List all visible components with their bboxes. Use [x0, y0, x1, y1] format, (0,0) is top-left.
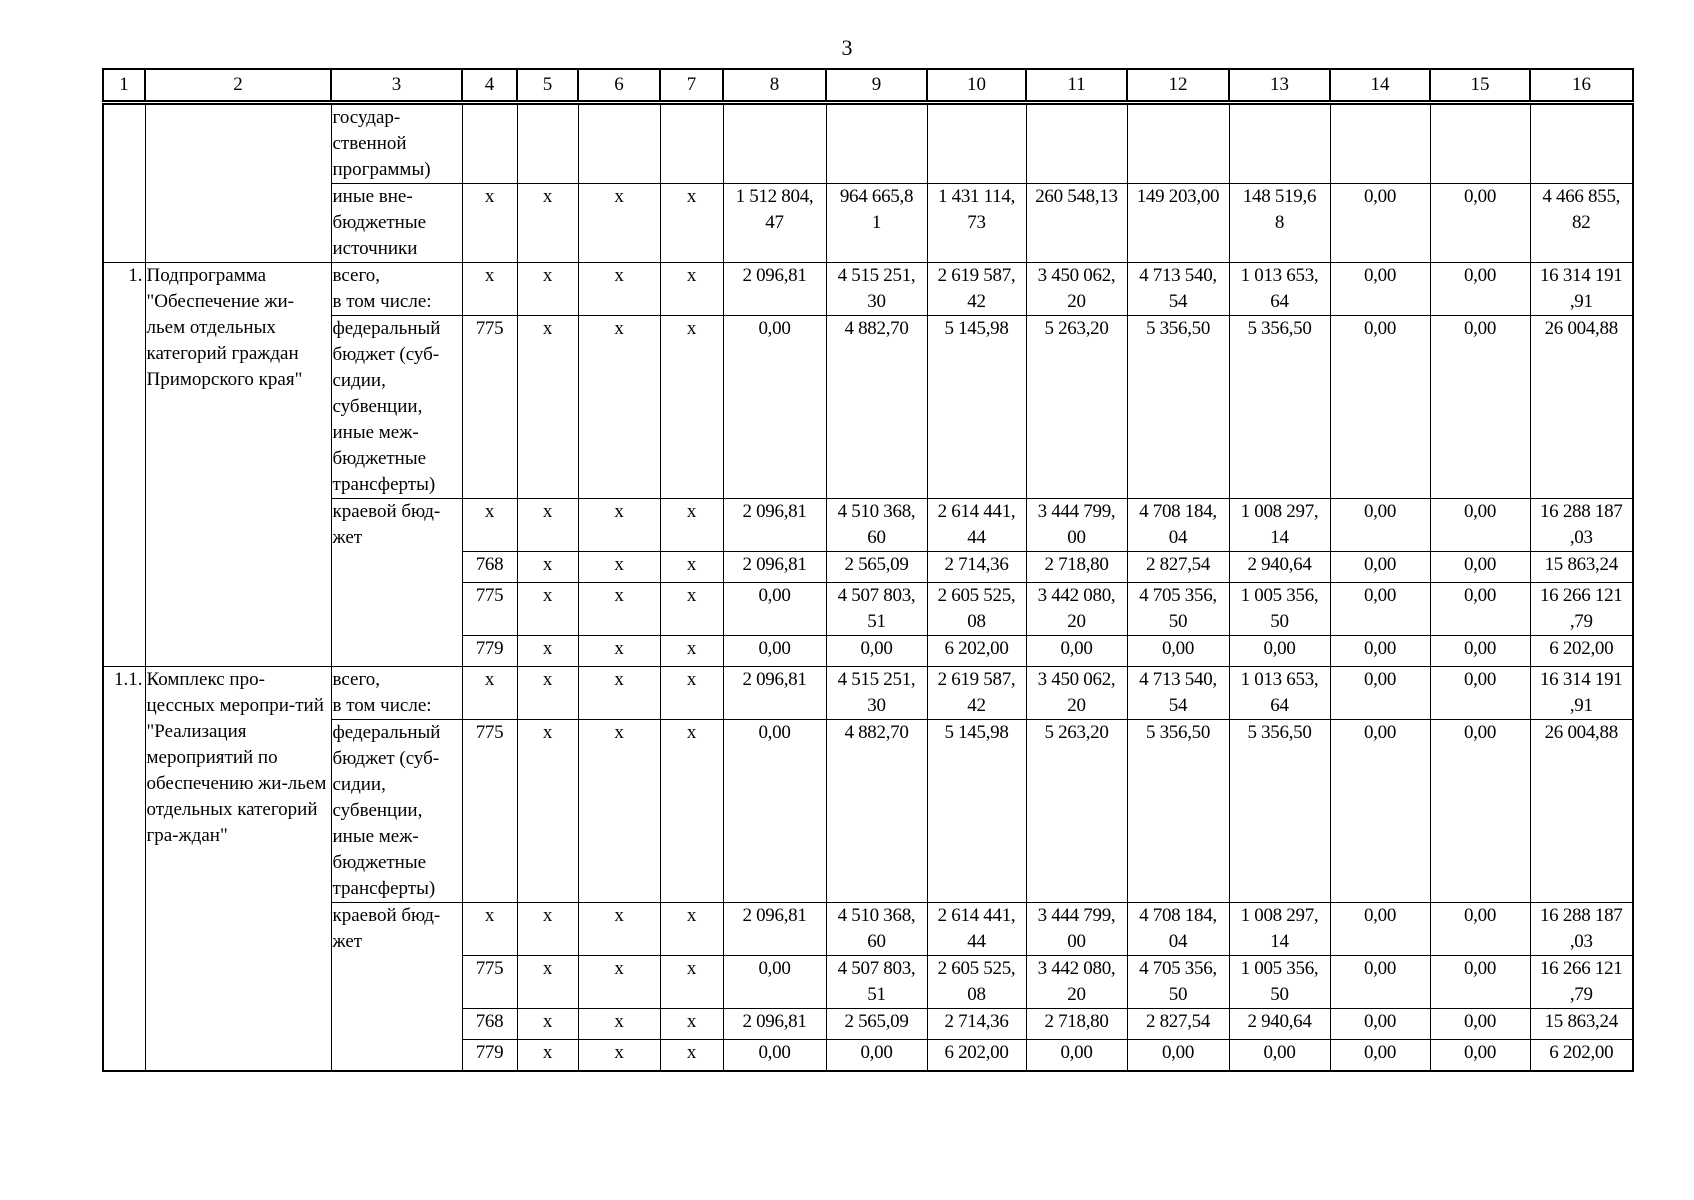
value-cell: 2 614 441, 44: [927, 903, 1026, 956]
value-cell: x: [578, 583, 660, 636]
value-cell: 16 314 191 ,91: [1530, 667, 1633, 720]
value-cell: x: [578, 956, 660, 1009]
value-cell: 5 145,98: [927, 316, 1026, 499]
column-header: 2: [145, 69, 331, 101]
value-cell: 2 565,09: [826, 1009, 927, 1040]
value-cell: 0,00: [1229, 1040, 1330, 1072]
value-cell: 775: [462, 583, 517, 636]
value-cell: 16 288 187 ,03: [1530, 903, 1633, 956]
source-label: федеральный бюджет (суб-сидии, субвенции, иные меж-бюджетные трансферты): [331, 720, 462, 903]
value-cell: 5 356,50: [1127, 316, 1229, 499]
value-cell: 4 882,70: [826, 720, 927, 903]
program-name: Комплекс про-цессных меропри-тий "Реализация мероприятий по обеспечению жи-льем отдельных категорий гра-ждан": [145, 667, 331, 1072]
value-cell: 16 314 191 ,91: [1530, 263, 1633, 316]
value-cell: 0,00: [723, 316, 826, 499]
value-cell: x: [578, 1009, 660, 1040]
value-cell: 0,00: [723, 720, 826, 903]
value-cell: 2 096,81: [723, 667, 826, 720]
continuation-row: [103, 104, 1633, 184]
column-header: 3: [331, 69, 462, 101]
value-cell: 6 202,00: [1530, 1040, 1633, 1072]
value-cell: x: [578, 903, 660, 956]
continuation-row: [103, 184, 1633, 263]
value-cell: x: [517, 316, 578, 499]
value-cell: x: [660, 1009, 723, 1040]
value-cell: x: [517, 1009, 578, 1040]
value-cell: x: [517, 1040, 578, 1072]
value-cell: 4 713 540, 54: [1127, 667, 1229, 720]
value-cell: 260 548,13: [1026, 184, 1127, 263]
value-cell: 16 288 187 ,03: [1530, 499, 1633, 552]
value-cell: 2 940,64: [1229, 1009, 1330, 1040]
column-header: 13: [1229, 69, 1330, 101]
value-cell: 0,00: [1026, 1040, 1127, 1072]
value-cell: 2 619 587, 42: [927, 667, 1026, 720]
column-header: 7: [660, 69, 723, 101]
value-cell: 2 605 525, 08: [927, 956, 1026, 1009]
value-cell: 964 665,8 1: [826, 184, 927, 263]
value-cell: 1 005 356, 50: [1229, 583, 1330, 636]
value-cell: 2 614 441, 44: [927, 499, 1026, 552]
source-label: иные вне- бюджетные источники: [331, 184, 462, 263]
value-cell: x: [660, 720, 723, 903]
table-row: [103, 499, 1633, 552]
value-cell: 1 013 653, 64: [1229, 667, 1330, 720]
value-cell: 26 004,88: [1530, 720, 1633, 903]
value-cell: 2 096,81: [723, 552, 826, 583]
value-cell: x: [462, 184, 517, 263]
value-cell: 0,00: [1430, 583, 1530, 636]
value-cell: 0,00: [1430, 1040, 1530, 1072]
value-cell: 0,00: [826, 1040, 927, 1072]
value-cell: 0,00: [723, 583, 826, 636]
table-row: [103, 667, 1633, 720]
value-cell: x: [517, 636, 578, 667]
value-cell: 775: [462, 956, 517, 1009]
value-cell: x: [517, 263, 578, 316]
value-cell: x: [578, 263, 660, 316]
value-cell: 0,00: [1330, 1040, 1430, 1072]
value-cell: 0,00: [1430, 720, 1530, 903]
value-cell: 6 202,00: [927, 1040, 1026, 1072]
column-header: 6: [578, 69, 660, 101]
value-cell: x: [517, 720, 578, 903]
empty-cell: [145, 104, 331, 263]
empty-cell: [1127, 104, 1229, 184]
value-cell: 5 263,20: [1026, 720, 1127, 903]
source-label: краевой бюд-жет: [331, 499, 462, 667]
value-cell: 3 450 062, 20: [1026, 667, 1127, 720]
value-cell: 0,00: [1127, 636, 1229, 667]
value-cell: x: [517, 552, 578, 583]
value-cell: 5 356,50: [1127, 720, 1229, 903]
source-label: краевой бюд-жет: [331, 903, 462, 1072]
value-cell: 2 718,80: [1026, 552, 1127, 583]
column-header: 14: [1330, 69, 1430, 101]
value-cell: 0,00: [1330, 667, 1430, 720]
column-header: 12: [1127, 69, 1229, 101]
value-cell: 2 565,09: [826, 552, 927, 583]
value-cell: 2 714,36: [927, 552, 1026, 583]
value-cell: 2 827,54: [1127, 1009, 1229, 1040]
value-cell: 0,00: [1330, 956, 1430, 1009]
value-cell: 0,00: [1430, 667, 1530, 720]
column-number-header: [102, 68, 1634, 102]
value-cell: 4 705 356, 50: [1127, 956, 1229, 1009]
value-cell: x: [462, 903, 517, 956]
value-cell: 0,00: [1229, 636, 1330, 667]
column-header: 9: [826, 69, 927, 101]
column-header: 11: [1026, 69, 1127, 101]
value-cell: 26 004,88: [1530, 316, 1633, 499]
value-cell: 0,00: [1430, 184, 1530, 263]
value-cell: 0,00: [1430, 552, 1530, 583]
value-cell: 779: [462, 1040, 517, 1072]
value-cell: 3 442 080, 20: [1026, 956, 1127, 1009]
column-header: 16: [1530, 69, 1633, 101]
value-cell: 0,00: [1430, 636, 1530, 667]
value-cell: x: [517, 184, 578, 263]
value-cell: 768: [462, 1009, 517, 1040]
value-cell: 2 718,80: [1026, 1009, 1127, 1040]
value-cell: 0,00: [1430, 1009, 1530, 1040]
value-cell: 16 266 121 ,79: [1530, 956, 1633, 1009]
value-cell: 6 202,00: [927, 636, 1026, 667]
program-name: Подпрограмма "Обеспечение жи-льем отдельных категорий граждан Приморского края": [145, 263, 331, 667]
table-row: [103, 720, 1633, 903]
value-cell: 3 444 799, 00: [1026, 499, 1127, 552]
value-cell: 0,00: [1330, 316, 1430, 499]
value-cell: 4 515 251, 30: [826, 667, 927, 720]
value-cell: 0,00: [1330, 263, 1430, 316]
value-cell: x: [660, 1040, 723, 1072]
value-cell: 2 940,64: [1229, 552, 1330, 583]
value-cell: 4 507 803, 51: [826, 956, 927, 1009]
empty-cell: [927, 104, 1026, 184]
value-cell: 2 714,36: [927, 1009, 1026, 1040]
value-cell: 0,00: [826, 636, 927, 667]
page-number: 3: [841, 35, 853, 60]
value-cell: x: [660, 956, 723, 1009]
value-cell: 6 202,00: [1530, 636, 1633, 667]
value-cell: 0,00: [1330, 1009, 1430, 1040]
value-cell: 0,00: [723, 956, 826, 1009]
value-cell: 0,00: [1330, 499, 1430, 552]
value-cell: x: [660, 636, 723, 667]
value-cell: 775: [462, 316, 517, 499]
value-cell: x: [578, 316, 660, 499]
value-cell: 2 827,54: [1127, 552, 1229, 583]
header-row: [103, 69, 1633, 101]
empty-cell: [578, 104, 660, 184]
column-header: 1: [103, 69, 145, 101]
value-cell: 0,00: [1430, 956, 1530, 1009]
value-cell: x: [578, 184, 660, 263]
value-cell: 0,00: [1330, 720, 1430, 903]
table-row: [103, 316, 1633, 499]
empty-cell: [1430, 104, 1530, 184]
empty-cell: [1229, 104, 1330, 184]
empty-cell: [1330, 104, 1430, 184]
value-cell: 1 005 356, 50: [1229, 956, 1330, 1009]
value-cell: 1 008 297, 14: [1229, 903, 1330, 956]
value-cell: 0,00: [1026, 636, 1127, 667]
value-cell: 779: [462, 636, 517, 667]
value-cell: 0,00: [1330, 636, 1430, 667]
value-cell: 5 263,20: [1026, 316, 1127, 499]
value-cell: 0,00: [1330, 184, 1430, 263]
value-cell: x: [517, 667, 578, 720]
value-cell: x: [517, 903, 578, 956]
empty-cell: [1530, 104, 1633, 184]
value-cell: 3 450 062, 20: [1026, 263, 1127, 316]
value-cell: x: [517, 583, 578, 636]
value-cell: 5 356,50: [1229, 720, 1330, 903]
value-cell: 15 863,24: [1530, 552, 1633, 583]
column-header: 5: [517, 69, 578, 101]
value-cell: 4 515 251, 30: [826, 263, 927, 316]
column-header: 10: [927, 69, 1026, 101]
value-cell: x: [462, 667, 517, 720]
value-cell: x: [517, 956, 578, 1009]
value-cell: 4 510 368, 60: [826, 499, 927, 552]
budget-table: [102, 103, 1634, 1072]
value-cell: 15 863,24: [1530, 1009, 1633, 1040]
value-cell: 149 203,00: [1127, 184, 1229, 263]
empty-cell: [723, 104, 826, 184]
value-cell: 2 605 525, 08: [927, 583, 1026, 636]
value-cell: 2 096,81: [723, 1009, 826, 1040]
empty-cell: [660, 104, 723, 184]
value-cell: x: [660, 667, 723, 720]
value-cell: 0,00: [723, 636, 826, 667]
value-cell: 2 619 587, 42: [927, 263, 1026, 316]
empty-cell: [826, 104, 927, 184]
value-cell: 0,00: [1330, 583, 1430, 636]
value-cell: 2 096,81: [723, 903, 826, 956]
source-label: всего, в том числе:: [331, 667, 462, 720]
value-cell: 4 507 803, 51: [826, 583, 927, 636]
column-header: 15: [1430, 69, 1530, 101]
value-cell: 1 431 114, 73: [927, 184, 1026, 263]
value-cell: 0,00: [1330, 552, 1430, 583]
value-cell: 4 466 855, 82: [1530, 184, 1633, 263]
value-cell: 1 013 653, 64: [1229, 263, 1330, 316]
value-cell: 0,00: [1330, 903, 1430, 956]
value-cell: 4 708 184, 04: [1127, 903, 1229, 956]
empty-cell: [517, 104, 578, 184]
value-cell: 0,00: [1430, 903, 1530, 956]
table-row: [103, 903, 1633, 956]
column-header: 4: [462, 69, 517, 101]
value-cell: x: [578, 636, 660, 667]
empty-cell: [103, 104, 145, 263]
value-cell: x: [462, 499, 517, 552]
value-cell: x: [578, 1040, 660, 1072]
source-label: государ- ственной программы): [331, 104, 462, 184]
value-cell: 5 356,50: [1229, 316, 1330, 499]
value-cell: 1 008 297, 14: [1229, 499, 1330, 552]
value-cell: x: [578, 667, 660, 720]
value-cell: 768: [462, 552, 517, 583]
value-cell: x: [660, 552, 723, 583]
value-cell: x: [462, 263, 517, 316]
value-cell: x: [660, 903, 723, 956]
column-header: 8: [723, 69, 826, 101]
value-cell: 0,00: [1127, 1040, 1229, 1072]
value-cell: x: [660, 263, 723, 316]
source-label: федеральный бюджет (суб-сидии, субвенции, иные меж-бюджетные трансферты): [331, 316, 462, 499]
value-cell: 5 145,98: [927, 720, 1026, 903]
value-cell: 4 510 368, 60: [826, 903, 927, 956]
value-cell: 0,00: [1430, 499, 1530, 552]
value-cell: x: [578, 720, 660, 903]
value-cell: x: [578, 552, 660, 583]
value-cell: x: [517, 499, 578, 552]
empty-cell: [1026, 104, 1127, 184]
value-cell: 4 882,70: [826, 316, 927, 499]
value-cell: 16 266 121 ,79: [1530, 583, 1633, 636]
value-cell: x: [660, 583, 723, 636]
value-cell: 775: [462, 720, 517, 903]
value-cell: 4 708 184, 04: [1127, 499, 1229, 552]
value-cell: 4 705 356, 50: [1127, 583, 1229, 636]
value-cell: 3 444 799, 00: [1026, 903, 1127, 956]
value-cell: x: [660, 499, 723, 552]
row-number: 1.: [103, 263, 145, 667]
value-cell: 3 442 080, 20: [1026, 583, 1127, 636]
value-cell: 1 512 804, 47: [723, 184, 826, 263]
value-cell: x: [578, 499, 660, 552]
row-number: 1.1.: [103, 667, 145, 1072]
source-label: всего, в том числе:: [331, 263, 462, 316]
value-cell: 148 519,6 8: [1229, 184, 1330, 263]
value-cell: 0,00: [1430, 263, 1530, 316]
value-cell: 0,00: [1430, 316, 1530, 499]
table-row: [103, 263, 1633, 316]
value-cell: 2 096,81: [723, 263, 826, 316]
empty-cell: [462, 104, 517, 184]
value-cell: x: [660, 184, 723, 263]
value-cell: 4 713 540, 54: [1127, 263, 1229, 316]
value-cell: x: [660, 316, 723, 499]
value-cell: 0,00: [723, 1040, 826, 1072]
value-cell: 2 096,81: [723, 499, 826, 552]
